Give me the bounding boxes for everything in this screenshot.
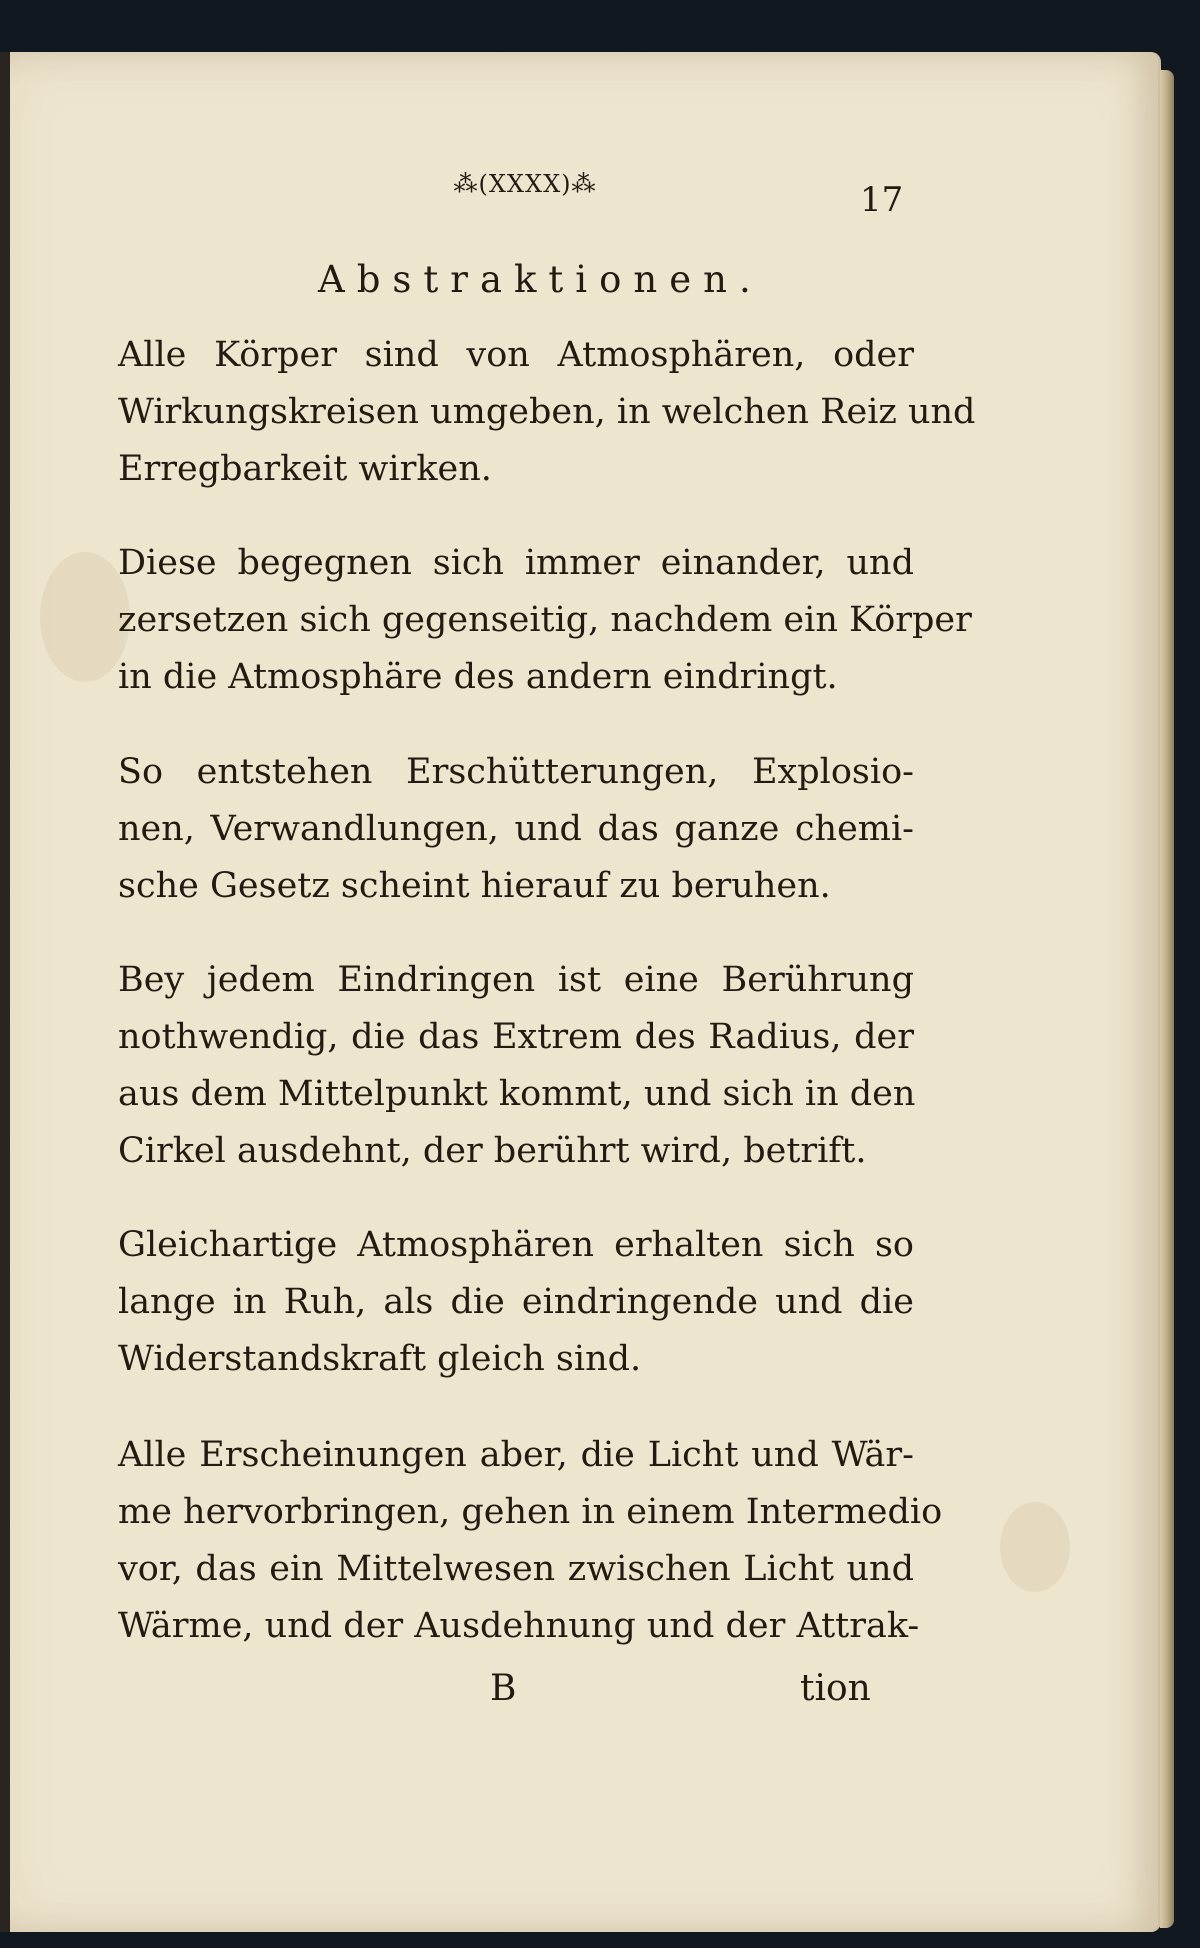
page-edge xyxy=(1160,70,1174,1928)
signature-mark: B xyxy=(490,1668,517,1709)
text-line: Alle Körper sind von Atmosphären, oder xyxy=(118,335,914,375)
text-line: Wärme, und der Ausdehnung und der Attrak- xyxy=(118,1606,920,1646)
text-line: So entstehen Erschütterungen, Explosio- xyxy=(118,752,914,792)
text-line: Alle Erscheinungen aber, die Licht und Wär- xyxy=(118,1435,914,1475)
text-line: Wirkungskreisen umgeben, in welchen Reiz und xyxy=(118,392,976,432)
section-heading: Abstraktionen. xyxy=(318,258,763,301)
text-line: aus dem Mittelpunkt kommt, und sich in den xyxy=(118,1074,916,1114)
text-line: sche Gesetz scheint hierauf zu beruhen. xyxy=(118,866,831,906)
text-line: Diese begegnen sich immer einander, und xyxy=(118,543,914,583)
paper-stain xyxy=(40,552,130,682)
text-line: in die Atmosphäre des andern eindringt. xyxy=(118,657,838,697)
text-line: nen, Verwandlungen, und das ganze chemi- xyxy=(118,809,914,849)
page-number: 17 xyxy=(860,180,904,220)
text-line: nothwendig, die das Extrem des Radius, der xyxy=(118,1017,914,1057)
text-line: vor, das ein Mittelwesen zwischen Licht und xyxy=(118,1549,914,1589)
text-line: Cirkel ausdehnt, der berührt wird, betrift. xyxy=(118,1131,867,1171)
header-ornament: ⁂(XXXX)⁂ xyxy=(453,170,597,198)
text-line: Erregbarkeit wirken. xyxy=(118,449,492,489)
text-line: me hervorbringen, gehen in einem Intermedio xyxy=(118,1492,943,1532)
text-line: zersetzen sich gegenseitig, nachdem ein Körper xyxy=(118,600,972,640)
text-line: Bey jedem Eindringen ist eine Berührung xyxy=(118,960,914,1000)
text-line: Gleichartige Atmosphären erhalten sich so xyxy=(118,1225,914,1265)
catchword: tion xyxy=(800,1668,871,1709)
paper-stain xyxy=(1000,1502,1070,1592)
page-binding-edge xyxy=(0,52,10,1932)
text-line: Widerstandskraft gleich sind. xyxy=(118,1339,642,1379)
text-line: lange in Ruh, als die eindringende und die xyxy=(118,1282,914,1322)
